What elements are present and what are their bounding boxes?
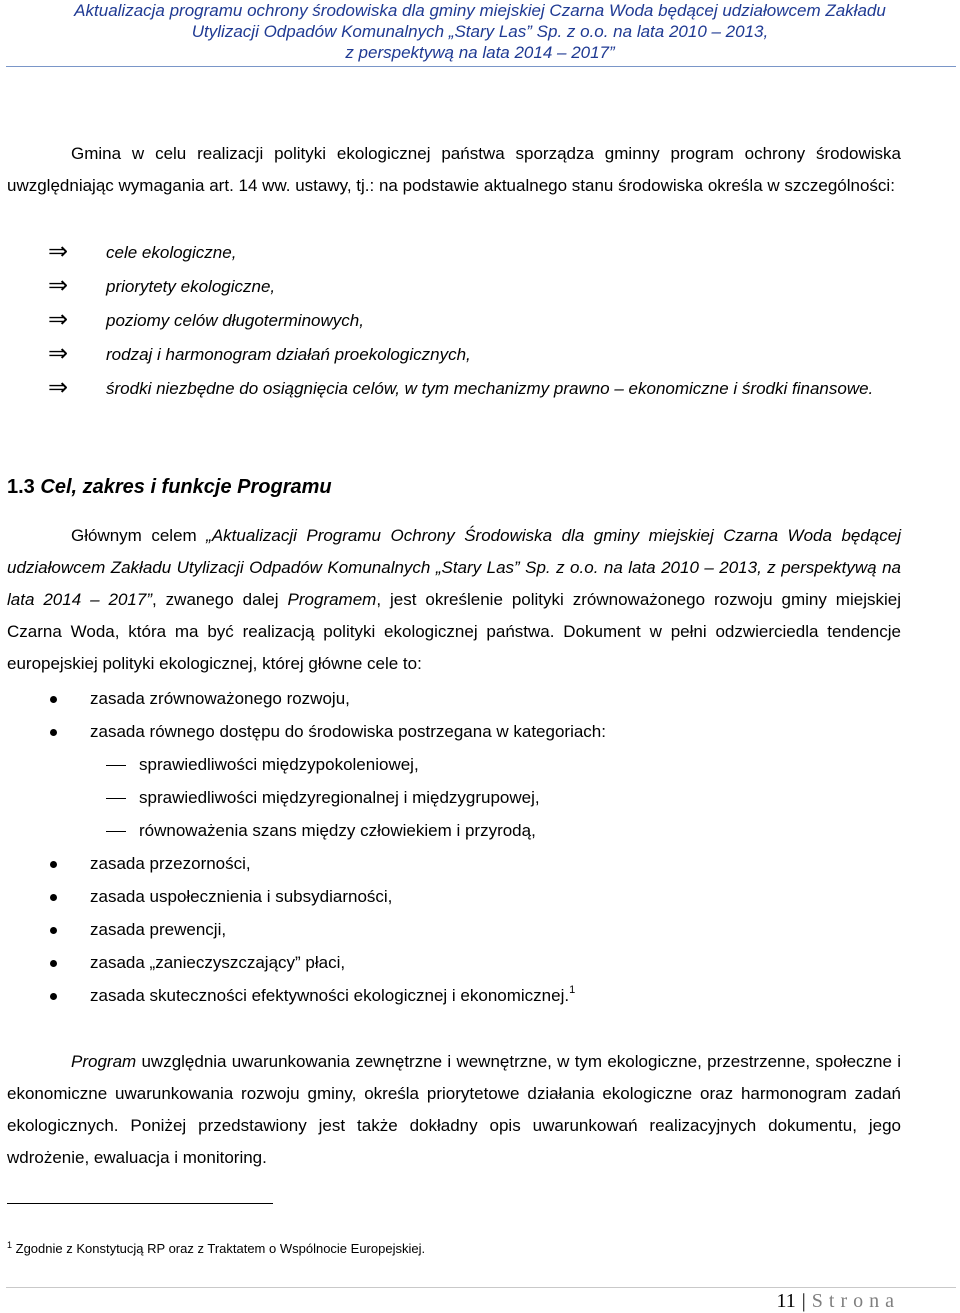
section-title: Cel, zakres i funkcje Programu <box>40 476 332 498</box>
page-header <box>0 0 960 63</box>
principle-text <box>90 980 575 1012</box>
principle-item <box>50 914 910 947</box>
goal-text-3: , jest określenie polityki zrównoważonego rozwoju gminy miejskiej Czarna Woda, która ma być realizacją polityki ekologicznej państwa. Dokument w pełni odzwierciedla tendencje europejskiej polityki ekologicznej, której główne cele to: <box>7 590 901 673</box>
principle-item <box>50 683 910 716</box>
arrow-item-text: środki niezbędne do osiągnięcia celów, w tym mechanizmy prawno – ekonomiczne i środki finansowe. <box>106 379 874 398</box>
scope-paragraph <box>7 1046 901 1174</box>
footnote-number: 1 <box>7 1240 13 1250</box>
bullet-icon <box>50 993 57 1000</box>
header-line-3: z perspektywą na lata 2014 – 2017” <box>345 43 615 62</box>
footnote-ref[interactable]: 1 <box>569 984 576 996</box>
principles-list <box>50 683 910 1013</box>
goal-text-1: Głównym celem <box>71 526 207 545</box>
dash-icon <box>106 798 126 799</box>
principle-text: zasada przezorności, <box>90 854 251 873</box>
arrow-list <box>48 237 908 441</box>
arrow-item-text: priorytety ekologiczne, <box>106 277 276 296</box>
bullet-icon <box>50 960 57 967</box>
program-term: Program <box>71 1052 137 1071</box>
bullet-icon <box>50 894 57 901</box>
principle-text: zasada zrównoważonego rozwoju, <box>90 689 350 708</box>
header-divider <box>6 66 956 67</box>
principle-text: zasada uspołecznienia i subsydiarności, <box>90 887 393 906</box>
page-footer <box>777 1289 901 1313</box>
program-full-name: „Aktualizacji Programu Ochrony Środowiska dla gminy miejskiej Czarna Woda będącej udziałowcem Zakładu Utylizacji Odpadów Komunalnych „Stary Las” Sp. z o.o. na lata 2010 – 2013, z perspektywą na lata 2014 – 2017” <box>7 526 901 609</box>
sub-item-text: sprawiedliwości międzyregionalnej i międzygrupowej, <box>139 788 540 807</box>
arrow-list-item <box>48 373 908 441</box>
double-arrow-icon: ⇒ <box>48 374 69 401</box>
goal-text-2: , zwanego dalej <box>152 590 288 609</box>
section-heading <box>7 472 332 502</box>
principle-item <box>50 947 910 980</box>
sub-item-text: sprawiedliwości międzypokoleniowej, <box>139 755 419 774</box>
arrow-list-item <box>48 237 908 271</box>
principle-item <box>50 848 910 881</box>
footnote-text: Zgodnie z Konstytucją RP oraz z Traktatem o Wspólnocie Europejskiej. <box>12 1241 426 1256</box>
page-label: Strona <box>811 1290 900 1312</box>
principle-text: zasada „zanieczyszczający” płaci, <box>90 953 346 972</box>
double-arrow-icon: ⇒ <box>48 306 69 333</box>
principle-text-content: zasada skuteczności efektywności ekologicznej i ekonomicznej. <box>90 986 570 1005</box>
dash-icon <box>106 765 126 766</box>
footer-divider <box>6 1287 956 1288</box>
sub-item <box>50 749 910 782</box>
principle-text: zasada prewencji, <box>90 920 227 939</box>
arrow-item-text: cele ekologiczne, <box>106 243 237 262</box>
double-arrow-icon: ⇒ <box>48 238 69 265</box>
dash-icon <box>106 831 126 832</box>
bullet-icon <box>50 927 57 934</box>
program-term: Programem <box>287 590 377 609</box>
bullet-icon <box>50 729 57 736</box>
arrow-list-item <box>48 271 908 305</box>
arrow-list-item <box>48 305 908 339</box>
section-number: 1.3 <box>7 476 35 498</box>
principle-item <box>50 980 910 1013</box>
bullet-icon <box>50 861 57 868</box>
double-arrow-icon: ⇒ <box>48 340 69 367</box>
sub-item-text: równoważenia szans między człowiekiem i przyrodą, <box>139 821 536 840</box>
principle-item <box>50 716 910 749</box>
double-arrow-icon: ⇒ <box>48 272 69 299</box>
footnote-divider <box>7 1203 273 1204</box>
header-line-2: Utylizacji Odpadów Komunalnych „Stary Las” Sp. z o.o. na lata 2010 – 2013, <box>191 22 769 41</box>
header-line-1: Aktualizacja programu ochrony środowiska dla gminy miejskiej Czarna Woda będącej udziałowcem Zakładu <box>74 1 886 20</box>
page-separator: | <box>801 1290 806 1312</box>
sub-item <box>50 782 910 815</box>
intro-text: Gmina w celu realizacji polityki ekologicznej państwa sporządza gminny program ochrony środowiska uwzględniając wymagania art. 14 ww. ustawy, tj.: na podstawie aktualnego stanu środowiska określa w szczególności: <box>7 144 901 195</box>
intro-paragraph <box>7 138 901 202</box>
principle-item <box>50 881 910 914</box>
sub-item <box>50 815 910 848</box>
principle-text: zasada równego dostępu do środowiska postrzegana w kategoriach: <box>90 722 606 741</box>
arrow-list-item <box>48 339 908 373</box>
arrow-item-text: poziomy celów długoterminowych, <box>106 311 364 330</box>
page-number: 11 <box>776 1290 796 1312</box>
arrow-item-text: rodzaj i harmonogram działań proekologicznych, <box>106 345 471 364</box>
bullet-icon <box>50 696 57 703</box>
footnote <box>7 1238 425 1260</box>
scope-text: uwzględnia uwarunkowania zewnętrzne i wewnętrzne, w tym ekologiczne, przestrzenne, społeczne i ekonomiczne uwarunkowania rozwoju gminy, określa priorytetowe działania ekologiczne oraz harmonogram zadań ekologicznych. Poniżej przedstawiony jest także dokładny opis uwarunkowań realizacyjnych dokumentu, jego wdrożenie, ewaluacja i monitoring. <box>7 1052 901 1167</box>
goal-paragraph <box>7 520 901 680</box>
